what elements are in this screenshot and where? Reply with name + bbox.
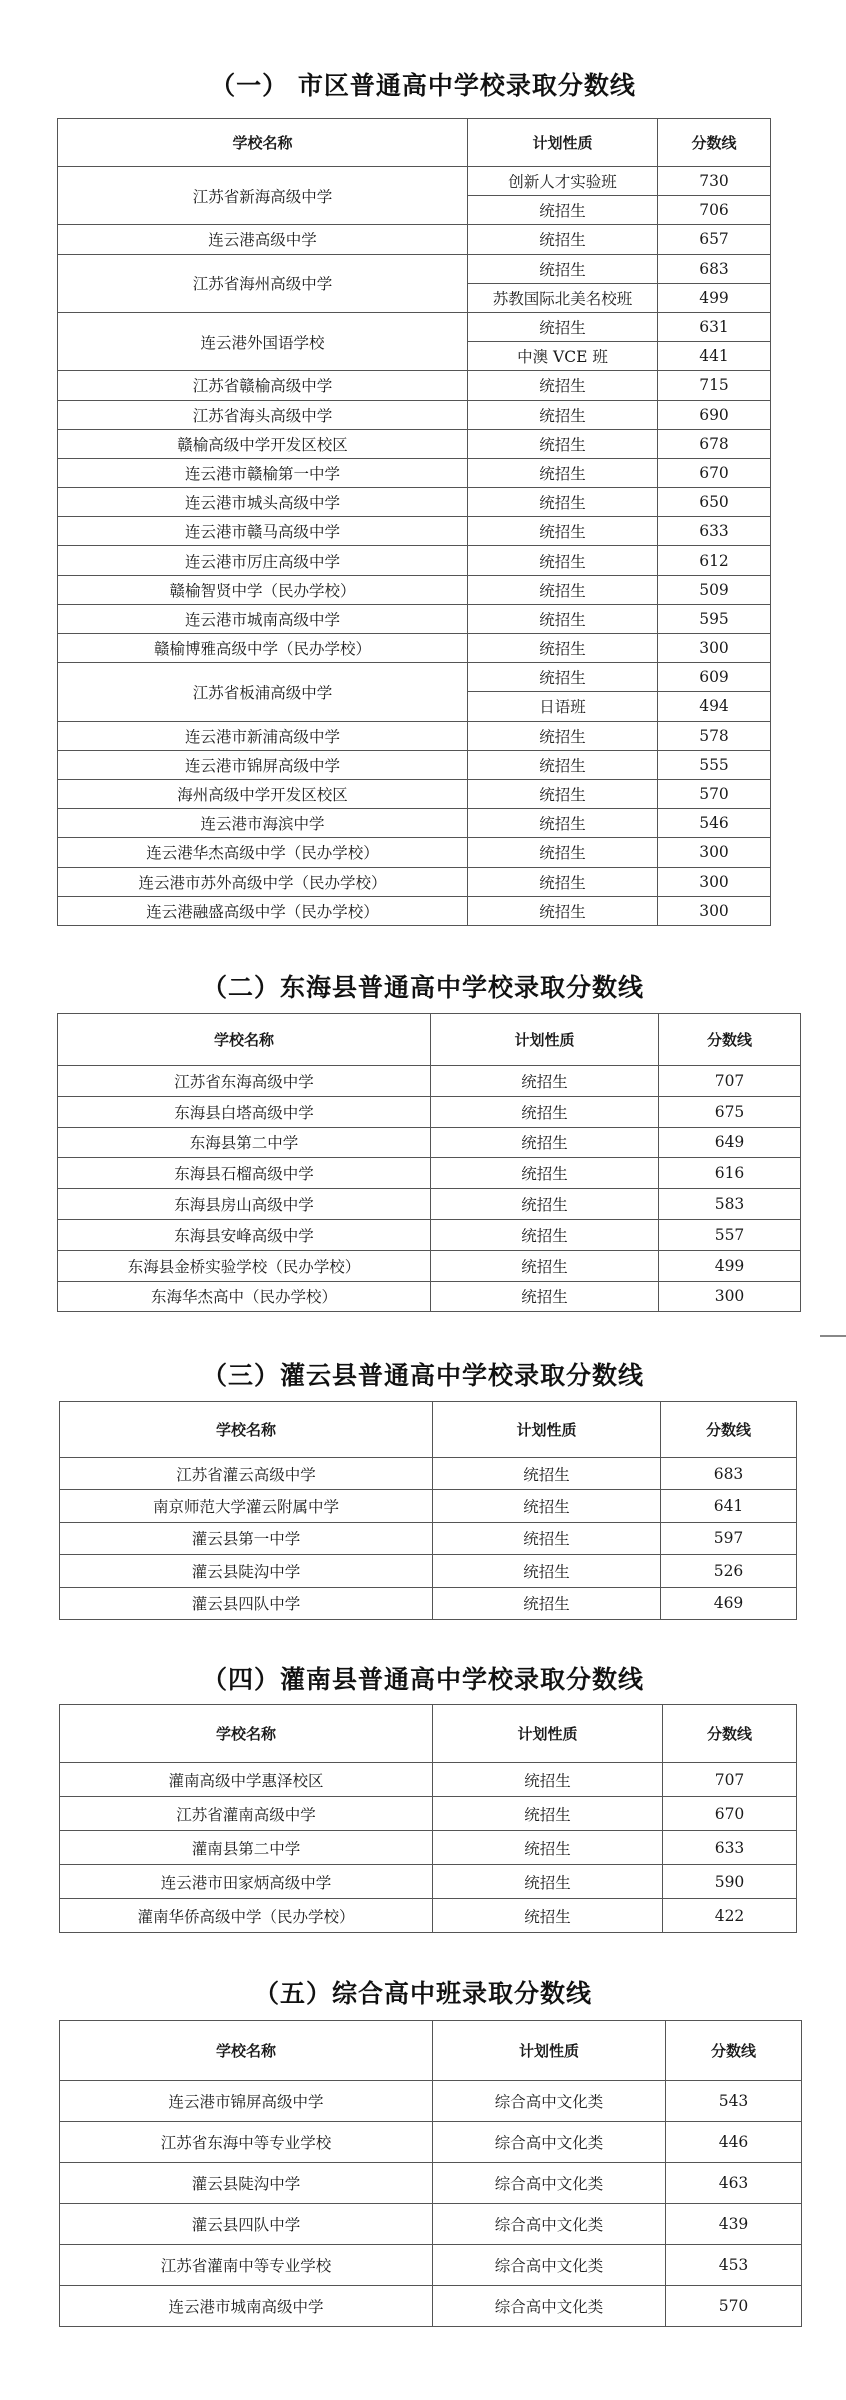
header-school: 学校名称 (60, 1402, 433, 1458)
header-plan: 计划性质 (433, 1402, 661, 1458)
header-school: 学校名称 (60, 2021, 433, 2081)
score-cell: 633 (663, 1831, 797, 1865)
score-cell: 526 (661, 1555, 797, 1587)
table-row (60, 2122, 802, 2163)
plan-type-cell: 统招生 (431, 1158, 659, 1189)
table-row (58, 371, 771, 400)
school-name-cell: 连云港市赣榆第一中学 (58, 458, 468, 487)
school-name-cell: 江苏省灌南高级中学 (60, 1797, 433, 1831)
school-name-cell: 东海华杰高中（民办学校） (58, 1281, 431, 1312)
score-cell: 422 (663, 1899, 797, 1933)
plan-type-cell: 中澳 VCE 班 (468, 342, 658, 371)
plan-type-cell: 统招生 (468, 809, 658, 838)
table-row (58, 634, 771, 663)
score-cell: 707 (663, 1763, 797, 1797)
plan-type-cell: 统招生 (431, 1219, 659, 1250)
score-cell: 678 (658, 429, 771, 458)
school-name-cell: 灌云县陡沟中学 (60, 2163, 433, 2204)
table-header-row (58, 119, 771, 167)
score-cell: 300 (659, 1281, 801, 1312)
table-row (58, 429, 771, 458)
school-name-cell: 江苏省赣榆高级中学 (58, 371, 468, 400)
plan-type-cell: 统招生 (468, 634, 658, 663)
plan-type-cell: 统招生 (431, 1250, 659, 1281)
score-cell: 441 (658, 342, 771, 371)
table-row (60, 2245, 802, 2286)
school-name-cell: 灌云县第一中学 (60, 1522, 433, 1554)
school-name-cell: 海州高级中学开发区校区 (58, 779, 468, 808)
score-cell: 570 (666, 2286, 802, 2327)
table-row (58, 488, 771, 517)
plan-type-cell: 综合高中文化类 (433, 2081, 666, 2122)
table-header-row (60, 2021, 802, 2081)
score-cell: 633 (658, 517, 771, 546)
table-row (60, 1587, 797, 1619)
table-row (58, 1250, 801, 1281)
score-table (59, 1704, 797, 1933)
table-row (60, 1865, 797, 1899)
score-cell: 616 (659, 1158, 801, 1189)
plan-type-cell: 统招生 (468, 750, 658, 779)
score-cell: 439 (666, 2204, 802, 2245)
plan-type-cell: 统招生 (468, 838, 658, 867)
table-row (60, 2204, 802, 2245)
plan-type-cell: 统招生 (431, 1189, 659, 1220)
plan-type-cell: 统招生 (433, 1555, 661, 1587)
table-row (58, 575, 771, 604)
plan-type-cell: 统招生 (468, 896, 658, 925)
score-cell: 631 (658, 312, 771, 341)
table-row (58, 809, 771, 838)
table-row (60, 2163, 802, 2204)
table-header-row (58, 1014, 801, 1066)
plan-type-cell: 统招生 (468, 604, 658, 633)
school-name-cell: 连云港市锦屏高级中学 (60, 2081, 433, 2122)
table-row (58, 896, 771, 925)
plan-type-cell: 统招生 (468, 196, 658, 225)
score-table (57, 118, 771, 926)
score-cell: 543 (666, 2081, 802, 2122)
table-row (60, 1522, 797, 1554)
plan-type-cell: 统招生 (433, 1831, 663, 1865)
table-row (60, 2081, 802, 2122)
plan-type-cell: 统招生 (468, 371, 658, 400)
school-name-cell: 连云港市城头高级中学 (58, 488, 468, 517)
school-name-cell: 连云港市城南高级中学 (58, 604, 468, 633)
score-cell: 557 (659, 1219, 801, 1250)
plan-type-cell: 统招生 (433, 1763, 663, 1797)
school-name-cell: 东海县安峰高级中学 (58, 1219, 431, 1250)
score-cell: 453 (666, 2245, 802, 2286)
school-name-cell: 连云港市厉庄高级中学 (58, 546, 468, 575)
score-cell: 578 (658, 721, 771, 750)
score-cell: 597 (661, 1522, 797, 1554)
score-cell: 612 (658, 546, 771, 575)
table-row (60, 1899, 797, 1933)
score-cell: 555 (658, 750, 771, 779)
school-name-cell: 灌云县四队中学 (60, 1587, 433, 1619)
header-plan: 计划性质 (468, 119, 658, 167)
header-plan: 计划性质 (431, 1014, 659, 1066)
plan-type-cell: 统招生 (468, 429, 658, 458)
score-cell: 690 (658, 400, 771, 429)
score-cell: 657 (658, 225, 771, 254)
plan-type-cell: 统招生 (468, 488, 658, 517)
table-row (58, 546, 771, 575)
score-cell: 683 (658, 254, 771, 283)
table-row (58, 604, 771, 633)
table-row (58, 721, 771, 750)
table-row (58, 779, 771, 808)
table-row (60, 1831, 797, 1865)
edge-divider (820, 1335, 846, 1337)
plan-type-cell: 统招生 (468, 400, 658, 429)
plan-type-cell: 日语班 (468, 692, 658, 721)
school-name-cell: 赣榆博雅高级中学（民办学校） (58, 634, 468, 663)
score-cell: 583 (659, 1189, 801, 1220)
school-name-cell: 灌南县第二中学 (60, 1831, 433, 1865)
plan-type-cell: 苏教国际北美名校班 (468, 283, 658, 312)
score-cell: 300 (658, 634, 771, 663)
school-name-cell: 连云港华杰高级中学（民办学校） (58, 838, 468, 867)
score-cell: 715 (658, 371, 771, 400)
plan-type-cell: 统招生 (468, 254, 658, 283)
score-cell: 499 (658, 283, 771, 312)
header-plan: 计划性质 (433, 1705, 663, 1763)
school-name-cell: 连云港市锦屏高级中学 (58, 750, 468, 779)
plan-type-cell: 统招生 (468, 517, 658, 546)
plan-type-cell: 统招生 (431, 1066, 659, 1097)
score-cell: 494 (658, 692, 771, 721)
plan-type-cell: 统招生 (468, 575, 658, 604)
school-name-cell: 连云港市城南高级中学 (60, 2286, 433, 2327)
score-cell: 641 (661, 1490, 797, 1522)
table-row (58, 517, 771, 546)
plan-type-cell: 统招生 (468, 312, 658, 341)
section-title: （五）综合高中班录取分数线 (253, 1979, 592, 2008)
table-row (60, 1797, 797, 1831)
score-table (59, 2020, 802, 2327)
table-row (58, 838, 771, 867)
table-row (58, 1158, 801, 1189)
school-name-cell: 东海县石榴高级中学 (58, 1158, 431, 1189)
plan-type-cell: 统招生 (433, 1490, 661, 1522)
score-cell: 570 (658, 779, 771, 808)
header-school: 学校名称 (58, 119, 468, 167)
table-row (58, 750, 771, 779)
table-row (60, 2286, 802, 2327)
school-name-cell: 连云港高级中学 (58, 225, 468, 254)
school-name-cell: 灌南高级中学惠泽校区 (60, 1763, 433, 1797)
score-cell: 650 (658, 488, 771, 517)
score-cell: 546 (658, 809, 771, 838)
score-cell: 499 (659, 1250, 801, 1281)
plan-type-cell: 统招生 (468, 663, 658, 692)
score-table (59, 1401, 797, 1620)
school-name-cell: 南京师范大学灌云附属中学 (60, 1490, 433, 1522)
school-name-cell: 江苏省新海高级中学 (58, 167, 468, 225)
plan-type-cell: 统招生 (431, 1281, 659, 1312)
plan-type-cell: 统招生 (431, 1096, 659, 1127)
school-name-cell: 东海县房山高级中学 (58, 1189, 431, 1220)
plan-type-cell: 统招生 (468, 458, 658, 487)
school-name-cell: 灌云县四队中学 (60, 2204, 433, 2245)
score-cell: 670 (658, 458, 771, 487)
school-name-cell: 连云港外国语学校 (58, 312, 468, 370)
school-name-cell: 东海县白塔高级中学 (58, 1096, 431, 1127)
plan-type-cell: 统招生 (468, 721, 658, 750)
section-title: （一） 市区普通高中学校录取分数线 (210, 71, 636, 100)
plan-type-cell: 综合高中文化类 (433, 2122, 666, 2163)
table-row (58, 1096, 801, 1127)
school-name-cell: 江苏省灌云高级中学 (60, 1458, 433, 1490)
school-name-cell: 连云港市海滨中学 (58, 809, 468, 838)
plan-type-cell: 统招生 (468, 867, 658, 896)
school-name-cell: 江苏省东海高级中学 (58, 1066, 431, 1097)
table-row (60, 1555, 797, 1587)
table-row (58, 312, 771, 341)
table-row (58, 1189, 801, 1220)
table-row (58, 1066, 801, 1097)
header-score: 分数线 (663, 1705, 797, 1763)
school-name-cell: 江苏省灌南中等专业学校 (60, 2245, 433, 2286)
school-name-cell: 赣榆智贤中学（民办学校） (58, 575, 468, 604)
school-name-cell: 连云港市苏外高级中学（民办学校） (58, 867, 468, 896)
section-title: （四）灌南县普通高中学校录取分数线 (201, 1665, 644, 1694)
plan-type-cell: 统招生 (468, 779, 658, 808)
header-score: 分数线 (658, 119, 771, 167)
school-name-cell: 灌南华侨高级中学（民办学校） (60, 1899, 433, 1933)
score-cell: 706 (658, 196, 771, 225)
plan-type-cell: 统招生 (433, 1899, 663, 1933)
school-name-cell: 江苏省板浦高级中学 (58, 663, 468, 721)
score-cell: 649 (659, 1127, 801, 1158)
plan-type-cell: 统招生 (468, 225, 658, 254)
score-cell: 300 (658, 867, 771, 896)
score-cell: 670 (663, 1797, 797, 1831)
table-row (58, 1127, 801, 1158)
table-row (60, 1458, 797, 1490)
school-name-cell: 灌云县陡沟中学 (60, 1555, 433, 1587)
plan-type-cell: 统招生 (433, 1458, 661, 1490)
section-title: （三）灌云县普通高中学校录取分数线 (201, 1361, 644, 1390)
header-school: 学校名称 (60, 1705, 433, 1763)
school-name-cell: 江苏省东海中等专业学校 (60, 2122, 433, 2163)
score-table (57, 1013, 801, 1312)
header-score: 分数线 (661, 1402, 797, 1458)
plan-type-cell: 统招生 (433, 1522, 661, 1554)
header-score: 分数线 (659, 1014, 801, 1066)
school-name-cell: 连云港市赣马高级中学 (58, 517, 468, 546)
plan-type-cell: 统招生 (433, 1587, 661, 1619)
table-header-row (60, 1402, 797, 1458)
header-school: 学校名称 (58, 1014, 431, 1066)
plan-type-cell: 综合高中文化类 (433, 2286, 666, 2327)
plan-type-cell: 统招生 (433, 1865, 663, 1899)
score-cell: 590 (663, 1865, 797, 1899)
score-cell: 675 (659, 1096, 801, 1127)
table-header-row (60, 1705, 797, 1763)
table-row (58, 225, 771, 254)
score-cell: 469 (661, 1587, 797, 1619)
plan-type-cell: 统招生 (433, 1797, 663, 1831)
school-name-cell: 连云港市新浦高级中学 (58, 721, 468, 750)
score-cell: 300 (658, 896, 771, 925)
table-row (58, 458, 771, 487)
plan-type-cell: 综合高中文化类 (433, 2204, 666, 2245)
table-row (58, 167, 771, 196)
score-cell: 683 (661, 1458, 797, 1490)
table-row (58, 867, 771, 896)
plan-type-cell: 统招生 (431, 1127, 659, 1158)
table-row (58, 254, 771, 283)
table-row (60, 1490, 797, 1522)
plan-type-cell: 综合高中文化类 (433, 2163, 666, 2204)
score-cell: 509 (658, 575, 771, 604)
plan-type-cell: 统招生 (468, 546, 658, 575)
score-cell: 300 (658, 838, 771, 867)
header-score: 分数线 (666, 2021, 802, 2081)
score-cell: 730 (658, 167, 771, 196)
plan-type-cell: 综合高中文化类 (433, 2245, 666, 2286)
school-name-cell: 江苏省海州高级中学 (58, 254, 468, 312)
score-cell: 446 (666, 2122, 802, 2163)
school-name-cell: 东海县金桥实验学校（民办学校） (58, 1250, 431, 1281)
school-name-cell: 连云港市田家炳高级中学 (60, 1865, 433, 1899)
table-row (58, 400, 771, 429)
plan-type-cell: 创新人才实验班 (468, 167, 658, 196)
score-cell: 595 (658, 604, 771, 633)
table-row (60, 1763, 797, 1797)
school-name-cell: 赣榆高级中学开发区校区 (58, 429, 468, 458)
score-cell: 609 (658, 663, 771, 692)
table-row (58, 1219, 801, 1250)
table-row (58, 1281, 801, 1312)
section-title: （二）东海县普通高中学校录取分数线 (201, 973, 644, 1002)
school-name-cell: 江苏省海头高级中学 (58, 400, 468, 429)
header-plan: 计划性质 (433, 2021, 666, 2081)
table-row (58, 663, 771, 692)
score-cell: 707 (659, 1066, 801, 1097)
school-name-cell: 东海县第二中学 (58, 1127, 431, 1158)
score-cell: 463 (666, 2163, 802, 2204)
school-name-cell: 连云港融盛高级中学（民办学校） (58, 896, 468, 925)
